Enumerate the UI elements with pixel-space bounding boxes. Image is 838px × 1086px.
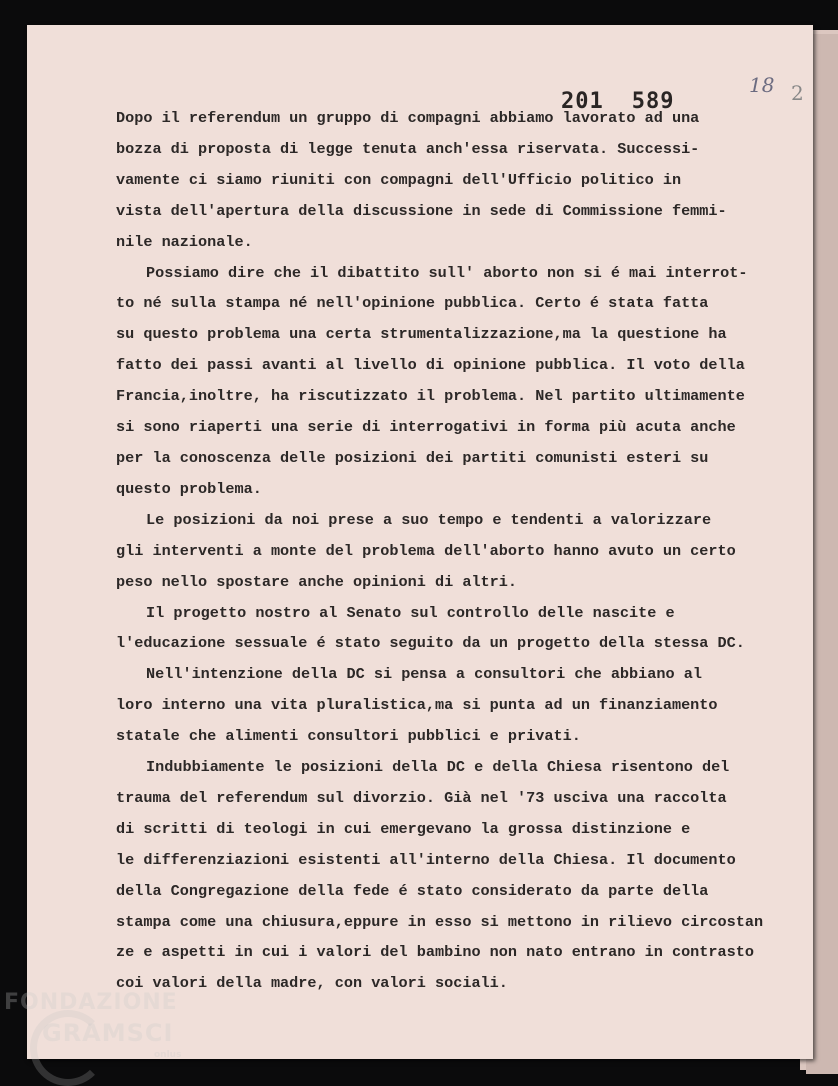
watermark	[4, 988, 181, 1070]
text-line: Nell'intenzione della DC si pensa a consultori che abbiano al	[146, 665, 702, 684]
text-line: bozza di proposta di legge tenuta anch'essa riservata. Successi-	[116, 139, 700, 158]
stamp-number-part-2: 589	[631, 89, 675, 114]
text-line: ze e aspetti in cui i valori del bambino non nato entrano in contrasto	[116, 943, 754, 962]
paragraph	[116, 598, 806, 660]
text-line: per la conoscenza delle posizioni dei partiti comunisti esteri su	[116, 448, 709, 467]
text-line: statale che alimenti consultori pubblici e privati.	[116, 727, 581, 746]
text-line: su questo problema una certa strumentalizzazione,ma la questione ha	[116, 325, 727, 344]
paragraph	[116, 103, 806, 258]
text-line: Dopo il referendum un gruppo di compagni abbiamo lavorato ad una	[116, 109, 700, 127]
handwritten-page-number: 18	[749, 73, 775, 97]
text-line: to né sulla stampa né nell'opinione pubblica. Certo é stata fatta	[116, 294, 709, 313]
paragraph	[116, 752, 806, 999]
text-line: vista dell'apertura della discussione in sede di Commissione femmi-	[116, 201, 727, 220]
watermark-line-1: FONDAZIONE	[4, 990, 178, 1015]
text-line: fatto dei passi avanti al livello di opinione pubblica. Il voto della	[116, 356, 745, 375]
text-line: si sono riaperti una serie di interrogativi in forma più acuta anche	[116, 418, 736, 437]
text-line: della Congregazione della fede é stato considerato da parte della	[116, 881, 709, 900]
paragraph	[116, 505, 806, 598]
text-line: Il progetto nostro al Senato sul controllo delle nascite e	[146, 603, 675, 622]
text-line: l'educazione sessuale é stato seguito da un progetto della stessa DC.	[116, 634, 745, 653]
text-line: Indubbiamente le posizioni della DC e della Chiesa risentono del	[146, 758, 730, 777]
text-line: le differenziazioni esistenti all'interno della Chiesa. Il documento	[116, 850, 736, 869]
text-line: vamente ci siamo riuniti con compagni dell'Ufficio politico in	[116, 170, 682, 189]
text-line: questo problema.	[116, 479, 262, 498]
text-line: trauma del referendum sul divorzio. Già nel '73 usciva una raccolta	[116, 788, 727, 807]
text-line: di scritti di teologi in cui emergevano la grossa distinzione e	[116, 819, 691, 838]
text-line: peso nello spostare anche opinioni di altri.	[116, 572, 518, 591]
handwritten-mark: 2	[791, 81, 804, 105]
document-body	[116, 103, 806, 999]
paragraph	[116, 258, 806, 505]
paragraph	[116, 659, 806, 752]
text-line: loro interno una vita pluralistica,ma si punta ad un finanziamento	[116, 696, 718, 715]
text-line: nile nazionale.	[116, 232, 253, 251]
text-line: coi valori della madre, con valori sociali.	[116, 974, 508, 993]
text-line: Francia,inoltre, ha riscutizzato il problema. Nel partito ultimamente	[116, 387, 745, 406]
text-line: Possiamo dire che il dibattito sull' aborto non si é mai interrot-	[146, 263, 748, 282]
watermark-line-3: onlus	[154, 1050, 182, 1060]
text-line: stampa come una chiusura,eppure in esso si mettono in rilievo circostan	[116, 912, 764, 931]
text-line: gli interventi a monte del problema dell'aborto hanno avuto un certo	[116, 541, 736, 560]
text-line: Le posizioni da noi prese a suo tempo e tendenti a valorizzare	[146, 510, 712, 529]
watermark-line-2: GRAMSCI	[42, 1019, 174, 1047]
stamp-number-part-1: 201	[561, 89, 604, 114]
